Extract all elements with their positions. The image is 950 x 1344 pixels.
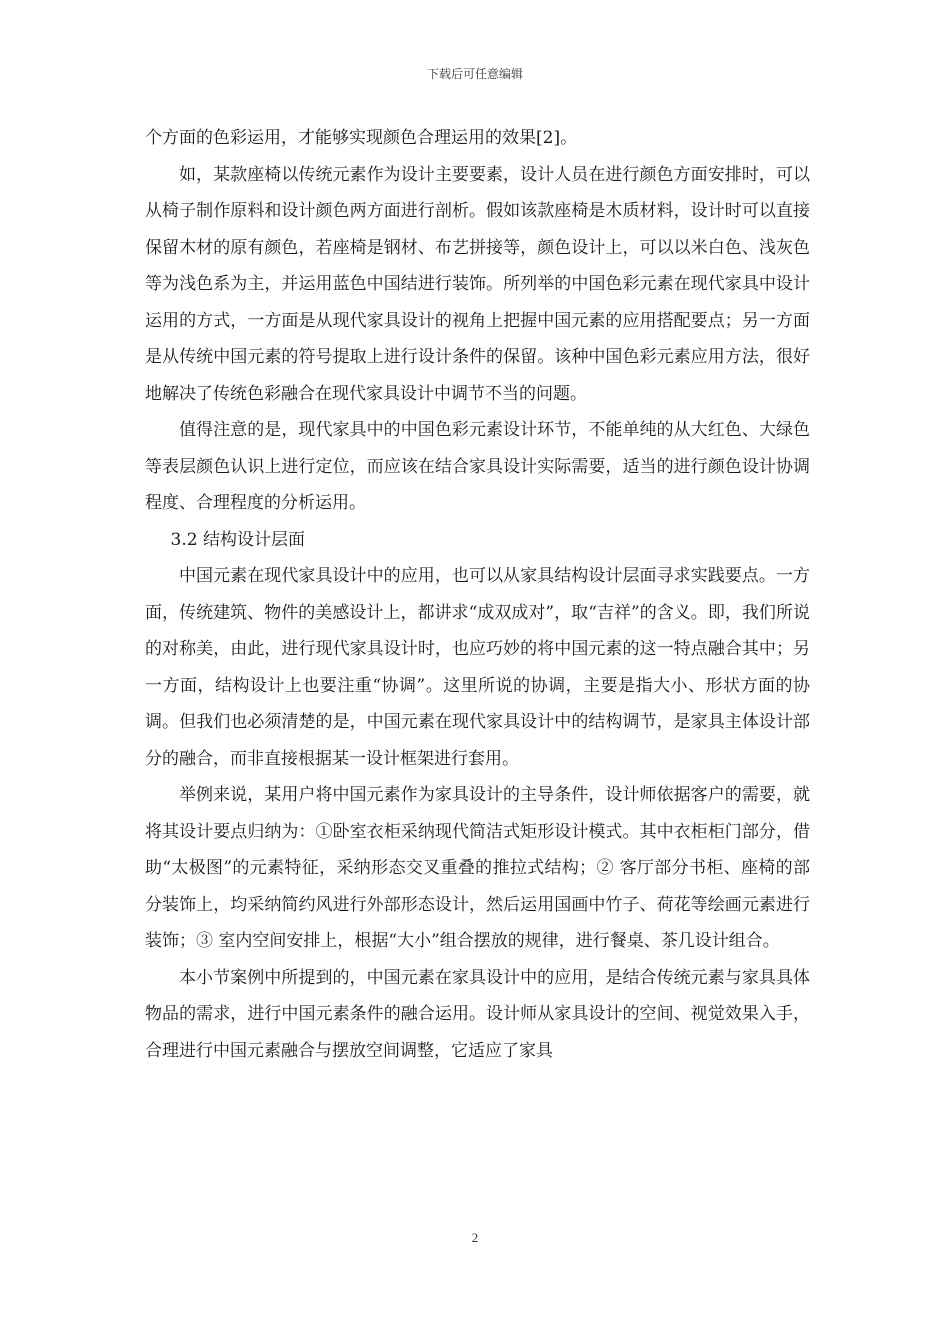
page-number: 2 <box>471 1230 479 1245</box>
paragraph-continuation: 个方面的色彩运用，才能够实现颜色合理运用的效果[2]。 <box>145 128 578 148</box>
paragraph-case-summary: 本小节案例中所提到的，中国元素在家具设计中的应用，是结合传统元素与家具具体物品的需求，进行中国元素条件的融合运用。设计师从家具设计的空间、视觉效果入手，合理进行中国元素融合与摆放空间调整，它适应了家具 <box>145 967 810 1061</box>
document-body <box>145 120 810 1069</box>
paragraph-user-example: 举例来说，某用户将中国元素作为家具设计的主导条件，设计师依据客户的需要，就将其设计要点归纳为：①卧室衣柜采纳现代简洁式矩形设计模式。其中衣柜柜门部分，借助“太极图”的元素特征，采纳形态交叉重叠的推拉式结构；② 客厅部分书柜、座椅的部分装饰上，均采纳简约风进行外部形态设计，然后运用国画中竹子、荷花等绘画元素进行装饰；③ 室内空间安排上，根据“大小”组合摆放的规律，进行餐桌、茶几设计组合。 <box>145 785 810 951</box>
section-heading-3-2: 3.2 结构设计层面 <box>170 529 305 550</box>
paragraph-chair-example: 如，某款座椅以传统元素作为设计主要要素，设计人员在进行颜色方面安排时，可以从椅子制作原料和设计颜色两方面进行剖析。假如该款座椅是木质材料，设计时可以直接保留木材的原有颜色，若座椅是钢材、布艺拼接等，颜色设计上，可以以米白色、浅灰色等为浅色系为主，并运用蓝色中国结进行装饰。所列举的中国色彩元素在现代家具中设计运用的方式，一方面是从现代家具设计的视角上把握中国元素的应用搭配要点；另一方面是从传统中国元素的符号提取上进行设计条件的保留。该种中国色彩元素应用方法，很好地解决了传统色彩融合在现代家具设计中调节不当的问题。 <box>145 164 810 404</box>
page-header: 下载后可任意编辑 <box>426 67 523 81</box>
paragraph-color-note: 值得注意的是，现代家具中的中国色彩元素设计环节，不能单纯的从大红色、大绿色等表层颜色认识上进行定位，而应该在结合家具设计实际需要，适当的进行颜色设计协调程度、合理程度的分析运用。 <box>145 420 810 513</box>
paragraph-structure-design: 中国元素在现代家具设计中的应用，也可以从家具结构设计层面寻求实践要点。一方面，传统建筑、物件的美感设计上，都讲求“成双成对”，取“吉祥”的含义。即，我们所说的对称美，由此，进行现代家具设计时，也应巧妙的将中国元素的这一特点融合其中；另一方面，结构设计上也要注重“协调”。这里所说的协调，主要是指大小、形状方面的协调。但我们也必须清楚的是，中国元素在现代家具设计中的结构调节，是家具主体设计部分的融合，而非直接根据某一设计框架进行套用。 <box>145 566 810 769</box>
